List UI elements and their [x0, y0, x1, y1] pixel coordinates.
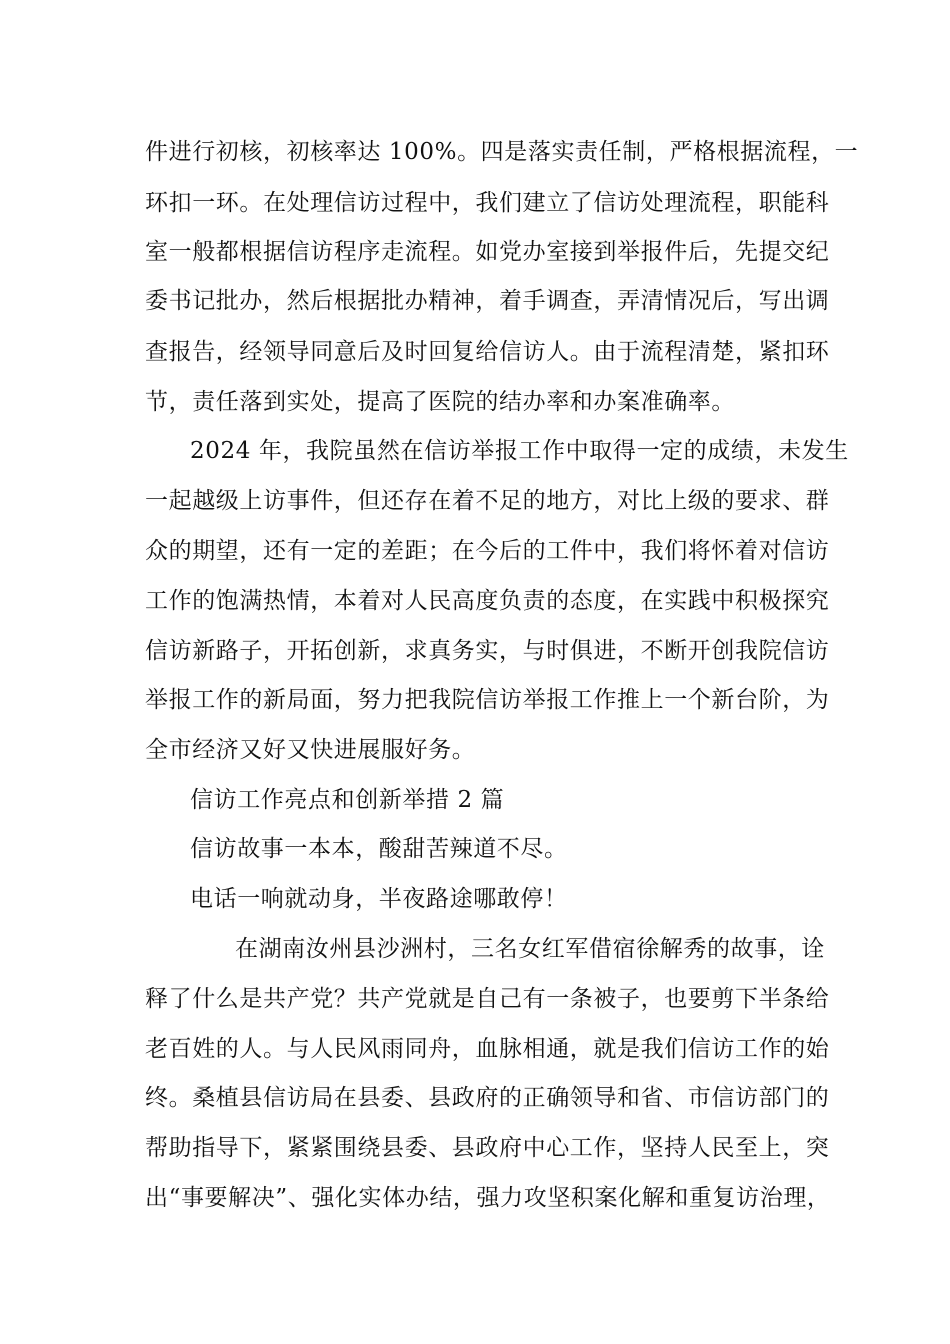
text-line: 帮助指导下，紧紧围绕县委、县政府中心工作，坚持人民至上，突	[145, 1135, 830, 1161]
text-line: 环扣一环。在处理信访过程中，我们建立了信访处理流程，职能科	[145, 190, 830, 216]
paragraph-first-line: 在湖南汝州县沙洲村，三名女红军借宿徐解秀的故事，诠	[235, 936, 825, 962]
verse-line: 信访故事一本本，酸甜苦辣道不尽。	[190, 836, 568, 862]
text-line: 全市经济又好又快进展服好务。	[145, 737, 476, 763]
text-line: 工作的饱满热情，本着对人民高度负责的态度，在实践中积极探究	[145, 588, 830, 614]
text-line: 室一般都根据信访程序走流程。如党办室接到举报件后，先提交纪	[145, 239, 830, 265]
text-line: 件进行初核，初核率达 100%。四是落实责任制，严格根据流程，一	[145, 139, 859, 165]
text-line: 释了什么是共产党？共产党就是自己有一条被子，也要剪下半条给	[145, 986, 830, 1012]
text-line: 节，责任落到实处，提高了医院的结办率和办案准确率。	[145, 389, 735, 415]
text-line: 出“事要解决”、强化实体办结，强力攻坚积案化解和重复访治理，	[145, 1185, 831, 1211]
verse-line: 电话一响就动身，半夜路途哪敢停！	[190, 886, 568, 912]
paragraph-first-line: 2024 年，我院虽然在信访举报工作中取得一定的成绩，未发生	[190, 438, 849, 464]
text-line: 一起越级上访事件，但还存在着不足的地方，对比上级的要求、群	[145, 488, 830, 514]
text-line: 众的期望，还有一定的差距；在今后的工件中，我们将怀着对信访	[145, 538, 830, 564]
text-line: 老百姓的人。与人民风雨同舟，血脉相通，就是我们信访工作的始	[145, 1036, 830, 1062]
text-line: 终。桑植县信访局在县委、县政府的正确领导和省、市信访部门的	[145, 1085, 830, 1111]
text-line: 举报工作的新局面，努力把我院信访举报工作推上一个新台阶，为	[145, 687, 830, 713]
section-heading: 信访工作亮点和创新举措 2 篇	[190, 787, 505, 813]
text-line: 信访新路子，开拓创新，求真务实，与时俱进，不断开创我院信访	[145, 638, 830, 664]
text-line: 查报告，经领导同意后及时回复给信访人。由于流程清楚，紧扣环	[145, 339, 830, 365]
text-line: 委书记批办，然后根据批办精神，着手调查，弄清情况后，写出调	[145, 288, 830, 314]
